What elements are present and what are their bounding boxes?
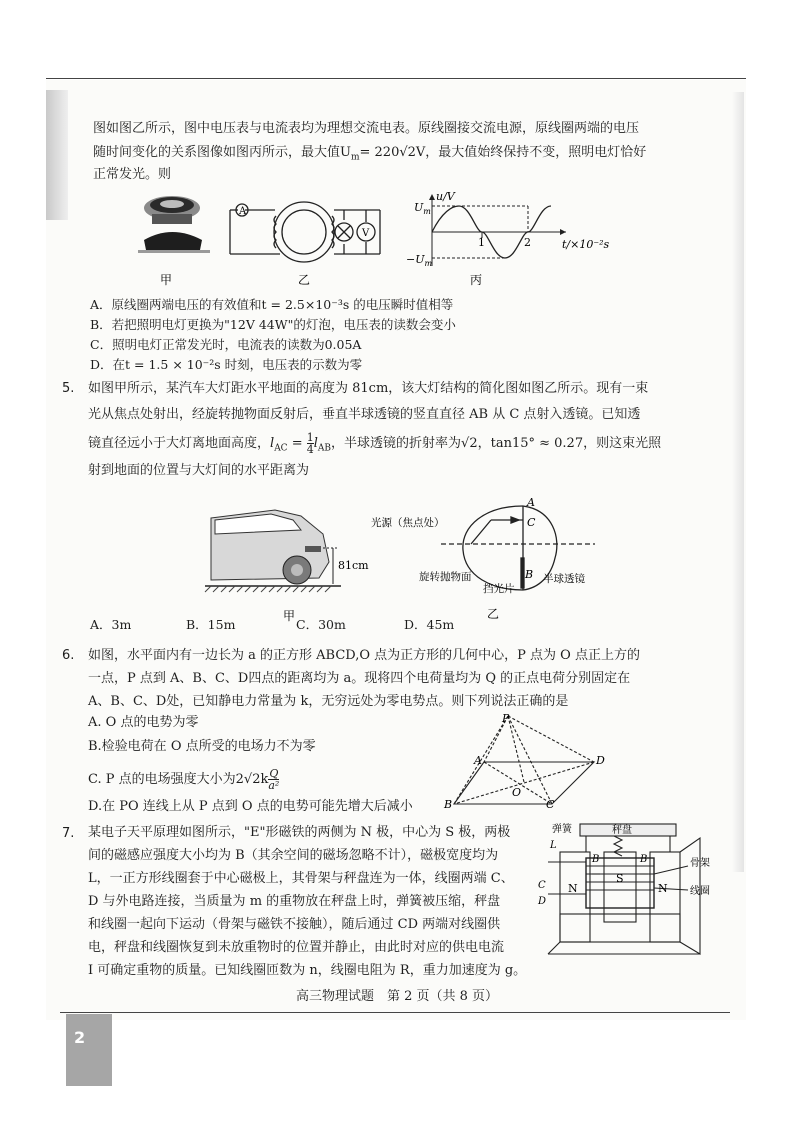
q5-parabolic-label: 旋转抛物面 <box>419 571 472 583</box>
ammeter-symbol: A <box>239 206 247 217</box>
q6-point-p: P <box>502 712 510 725</box>
q7-pole-n-right: N <box>658 882 668 895</box>
q4-stem-line-3: 正常发光。则 <box>93 167 172 182</box>
q6-point-c: C <box>546 798 555 811</box>
q7-line-7: I 可确定重物的质量。已知线圈匝数为 n，线圈电阻为 R，重力加速度为 g。 <box>88 963 527 978</box>
q4-figures <box>130 188 630 290</box>
q6-option-a: A. O 点的电势为零 <box>88 715 199 730</box>
q6-line-2: 一点，P 点到 A、B、C、D四点的距离均为 a。现将四个电荷量均为 Q 的正点电荷分别固定在 <box>88 671 631 686</box>
q7-line-6: 电，秤盘和线圈恢复到未放重物时的位置并静止，由此时对应的供电电流 <box>88 940 505 955</box>
q6-option-c: C. P 点的电场强度大小为2√2k $\frac{Q}{\text{a²}}$ <box>88 767 280 792</box>
bottom-rule <box>60 1012 730 1013</box>
q5-option-c: C．30m <box>296 617 346 632</box>
q7-line-4: D 与外电路连接，当质量为 m 的重物放在秤盘上时，弹簧被压缩，秤盘 <box>88 894 501 909</box>
q5-fig-jia-car <box>205 510 341 592</box>
q4-option-c: C．照明电灯正常发光时，电流表的读数为0.05A <box>90 337 362 352</box>
q6-point-o: O <box>512 786 522 799</box>
q7-b-right: B <box>640 854 648 865</box>
q4-label-yi: 乙 <box>298 273 311 287</box>
q6-figure <box>440 712 605 812</box>
axis-u-label: u/V <box>436 190 455 203</box>
q6-option-d: D.在 PO 连线上从 P 点到 O 点的电势可能先增大后减小 <box>88 799 413 814</box>
page-number: 2 <box>74 1028 86 1047</box>
q7-line-3: L，一正方形线圈套于中心磁极上，其骨架与秤盘连为一体，线圈两端 C、 <box>88 871 514 886</box>
q5-lens-label: 半球透镜 <box>543 573 585 585</box>
q6-number: 6. <box>62 648 75 663</box>
q7-line-2: 间的磁感应强度大小均为 B（其余空间的磁场忽略不计），磁极宽度均为 <box>88 848 499 863</box>
q4-fig-jia-photo <box>138 196 210 253</box>
q4-option-d: D．在t = 1.5 × 10⁻²s 时刻，电压表的示数为零 <box>90 357 363 372</box>
q5-option-a: A．3m <box>90 617 132 632</box>
voltmeter-symbol: V <box>362 228 370 239</box>
q7-figure <box>530 818 730 978</box>
q7-b-left: B <box>592 854 600 865</box>
tick-2: 2 <box>524 236 531 249</box>
page-footer: 高三物理试题 第 2 页（共 8 页） <box>295 989 499 1004</box>
page-number-tab <box>66 1014 112 1086</box>
axis-t-label: t/×10⁻²s <box>562 238 610 251</box>
q7-number: 7. <box>62 826 75 841</box>
q6-line-1: 如图，水平面内有一边长为 a 的正方形 ABCD,O 点为正方形的几何中心，P 点为 O 点正上方的 <box>88 648 640 663</box>
q4-stem-line-2: 随时间变化的关系图像如图丙所示，最大值$U_m= 220√2V$，最大值始终保持不变，照明电灯恰好 <box>93 145 647 163</box>
q4-fig-bing-graph <box>429 194 566 266</box>
q6-line-3: A、B、C、D处，已知静电力常量为 k，无穷远处为零电势点。则下列说法正确的是 <box>88 694 569 709</box>
q7-line-5: 和线圈一起向下运动（骨架与磁铁不接触），随后通过 CD 两端对线圈供 <box>88 917 501 932</box>
q5-option-b: B．15m <box>186 617 236 632</box>
q6-point-b: B <box>444 798 453 811</box>
um-label: $U_m$ <box>414 201 431 216</box>
q5-height-label: 81cm <box>338 559 369 572</box>
top-rule <box>46 78 746 79</box>
q5-line-3: 镜直径远小于大灯离地面高度，$l_{AC}$ = $\frac{1}{4}$ $l_{AB}$，半球透镜的折射率为√2，tan15° ≈ 0.27，则这束光照 <box>88 431 662 456</box>
q5-shade-label: 挡光片 <box>483 583 515 595</box>
q5-option-d: D．45m <box>404 617 455 632</box>
q7-l-label: L <box>550 840 557 851</box>
q5-number: 5. <box>62 381 75 396</box>
q5-point-c: C <box>527 516 536 529</box>
q4-option-a: A．原线圈两端电压的有效值和t = 2.5×10⁻³s 的电压瞬时值相等 <box>90 297 454 312</box>
q5-line-4: 射到地面的位置与大灯间的水平距离为 <box>88 463 310 478</box>
q7-coil-label: 线圈 <box>690 886 710 897</box>
q4-fig-yi-circuit <box>230 202 380 262</box>
q7-pole-s: S <box>616 872 624 885</box>
q5-label-yi: 乙 <box>487 607 500 621</box>
q7-frame-label: 骨架 <box>690 858 710 869</box>
neg-um-label: $-U_m$ <box>406 253 433 268</box>
q5-label-jia: 甲 <box>283 609 296 623</box>
tick-1: 1 <box>478 236 485 249</box>
q6-point-d: D <box>596 754 605 767</box>
q7-pole-n-left: N <box>568 882 578 895</box>
q4-label-bing: 丙 <box>470 273 483 287</box>
q7-line-1: 某电子天平原理如图所示，"E"形磁铁的两侧为 N 极，中心为 S 极，两极 <box>88 825 511 840</box>
q5-point-a: A <box>527 496 535 509</box>
q5-light-source-label: 光源（焦点处） <box>371 517 445 529</box>
q7-spring-label: 弹簧 <box>552 824 572 835</box>
q4-option-b: B．若把照明电灯更换为"12V 44W"的灯泡，电压表的读数会变小 <box>90 317 456 332</box>
q5-point-b: B <box>525 568 534 581</box>
q5-line-2: 光从焦点处射出，经旋转抛物面反射后，垂直半球透镜的竖直直径 AB 从 C 点射入透镜。已知透 <box>88 407 641 422</box>
q7-pan-label: 秤盘 <box>612 825 632 836</box>
q4-stem-line-1: 图如图乙所示，图中电压表与电流表均为理想交流电表。原线圈接交流电源，原线圈两端的电压 <box>93 121 640 136</box>
page-curl-shadow-left <box>46 90 68 220</box>
q5-line-1: 如图甲所示，某汽车大灯距水平地面的高度为 81cm，该大灯结构的简化图如图乙所示。现有一束 <box>88 381 649 396</box>
q6-point-a: A <box>474 754 482 767</box>
q6-option-b: B.检验电荷在 O 点所受的电场力不为零 <box>88 739 316 754</box>
page-edge-shadow-right <box>732 92 744 872</box>
q5-figures <box>205 496 625 626</box>
q7-c-label: C <box>538 880 546 891</box>
q7-d-label: D <box>538 896 547 907</box>
q4-label-jia: 甲 <box>160 273 173 287</box>
